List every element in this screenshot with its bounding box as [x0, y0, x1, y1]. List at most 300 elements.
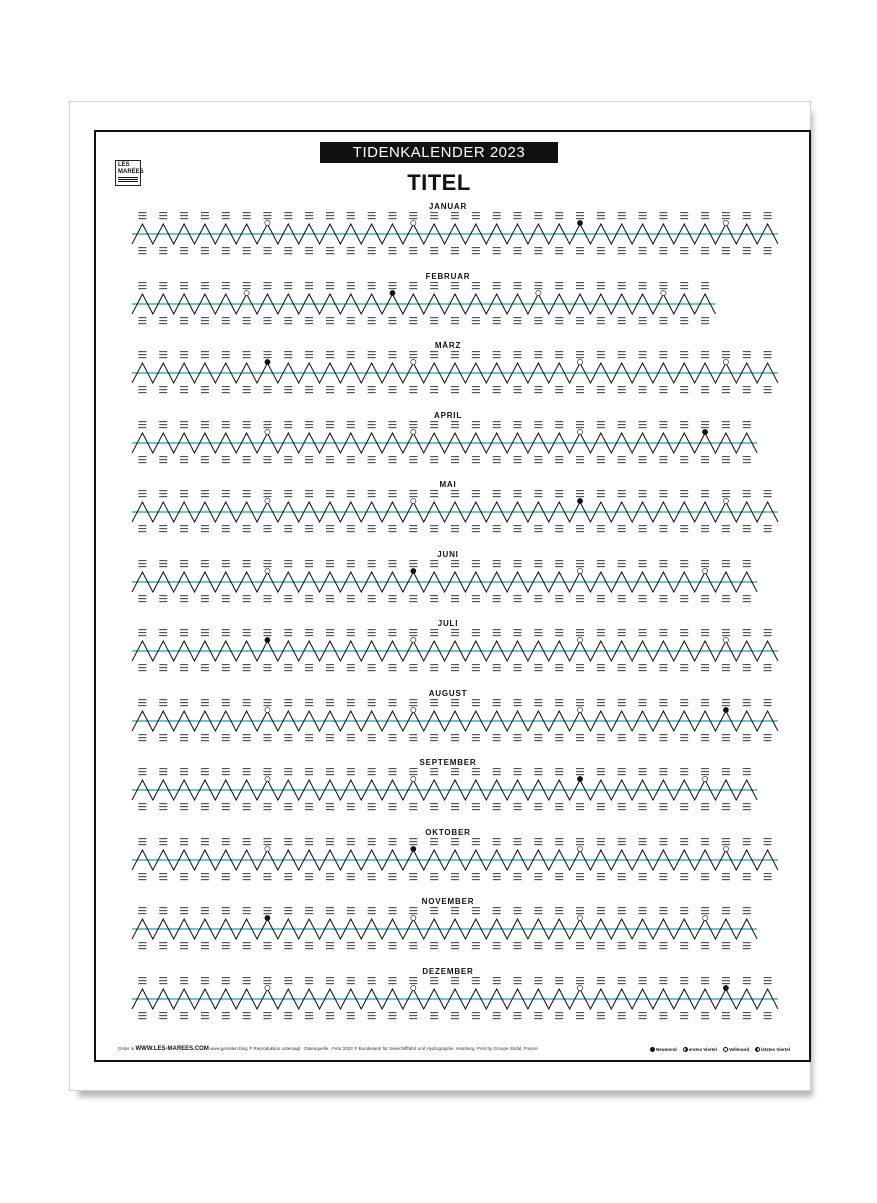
high-tide-text: [764, 838, 772, 839]
month-block: [110, 758, 786, 824]
moon-phase-icon: [723, 707, 728, 712]
tide-chart: [110, 550, 786, 616]
high-tide-text: [159, 490, 167, 491]
low-tide-text: [514, 598, 522, 599]
low-tide-text: [347, 601, 355, 602]
high-tide-text: [284, 705, 292, 706]
high-tide-text: [472, 907, 480, 908]
high-tide-text: [514, 838, 522, 839]
low-tide-text: [263, 462, 271, 463]
low-tide-text: [659, 392, 667, 393]
low-tide-text: [576, 945, 584, 946]
low-tide-text: [201, 1018, 209, 1019]
low-tide-text: [368, 317, 376, 318]
high-tide-text: [451, 983, 459, 984]
high-tide-text: [368, 635, 376, 636]
low-tide-text: [201, 253, 209, 254]
high-tide-text: [368, 841, 376, 842]
high-tide-text: [618, 354, 626, 355]
high-tide-text: [159, 218, 167, 219]
high-tide-text: [659, 632, 667, 633]
high-tide-text: [222, 288, 230, 289]
low-tide-text: [597, 389, 605, 390]
high-tide-text: [368, 844, 376, 845]
low-tide-text: [659, 734, 667, 735]
high-tide-text: [472, 288, 480, 289]
low-tide-text: [409, 809, 417, 810]
low-tide-text: [305, 876, 313, 877]
low-tide-text: [618, 392, 626, 393]
high-tide-text: [639, 215, 647, 216]
low-tide-text: [472, 247, 480, 248]
low-tide-text: [159, 392, 167, 393]
high-tide-text: [639, 771, 647, 772]
high-tide-text: [409, 218, 417, 219]
low-tide-text: [534, 389, 542, 390]
low-tide-text: [368, 806, 376, 807]
month-name: DEZEMBER: [422, 966, 474, 976]
low-tide-text: [659, 803, 667, 804]
high-tide-text: [347, 699, 355, 700]
high-tide-text: [472, 215, 480, 216]
high-tide-text: [388, 913, 396, 914]
low-tide-text: [701, 247, 709, 248]
low-tide-text: [222, 525, 230, 526]
low-tide-text: [409, 876, 417, 877]
high-tide-text: [597, 771, 605, 772]
low-tide-text: [576, 879, 584, 880]
high-tide-text: [639, 980, 647, 981]
low-tide-text: [722, 737, 730, 738]
high-tide-text: [409, 629, 417, 630]
high-tide-text: [368, 983, 376, 984]
high-tide-text: [430, 844, 438, 845]
low-tide-text: [201, 323, 209, 324]
high-tide-text: [555, 354, 563, 355]
tide-chart: [110, 411, 786, 477]
low-tide-text: [618, 734, 626, 735]
low-tide-text: [764, 1015, 772, 1016]
high-tide-text: [347, 496, 355, 497]
high-tide-text: [409, 490, 417, 491]
low-tide-text: [368, 948, 376, 949]
high-tide-text: [743, 705, 751, 706]
low-tide-text: [243, 459, 251, 460]
high-tide-text: [222, 774, 230, 775]
high-tide-text: [347, 427, 355, 428]
high-tide-text: [284, 699, 292, 700]
high-tide-text: [555, 844, 563, 845]
high-tide-text: [701, 563, 709, 564]
high-tide-text: [305, 288, 313, 289]
low-tide-text: [138, 670, 146, 671]
high-tide-text: [409, 357, 417, 358]
high-tide-text: [388, 424, 396, 425]
low-tide-text: [243, 667, 251, 668]
high-tide-text: [409, 288, 417, 289]
low-tide-text: [701, 601, 709, 602]
high-tide-text: [180, 566, 188, 567]
low-tide-text: [347, 873, 355, 874]
moon-phase-icon: [411, 776, 416, 781]
high-tide-text: [493, 493, 501, 494]
low-tide-text: [722, 528, 730, 529]
month-block: [110, 341, 786, 407]
low-tide-text: [680, 595, 688, 596]
low-tide-text: [347, 803, 355, 804]
low-tide-text: [347, 462, 355, 463]
low-tide-text: [284, 459, 292, 460]
high-tide-text: [138, 351, 146, 352]
high-tide-text: [180, 421, 188, 422]
low-tide-text: [639, 1018, 647, 1019]
high-tide-text: [639, 351, 647, 352]
month-name: JULI: [437, 619, 459, 628]
high-tide-text: [180, 774, 188, 775]
high-tide-text: [451, 705, 459, 706]
low-tide-text: [534, 803, 542, 804]
high-tide-text: [368, 218, 376, 219]
low-tide-text: [743, 392, 751, 393]
low-tide-text: [201, 737, 209, 738]
low-tide-text: [430, 323, 438, 324]
low-tide-text: [514, 803, 522, 804]
low-tide-text: [701, 806, 709, 807]
moon-phase-icon: [577, 429, 582, 434]
high-tide-text: [326, 629, 334, 630]
high-tide-text: [284, 983, 292, 984]
high-tide-text: [576, 913, 584, 914]
high-tide-text: [555, 357, 563, 358]
footer-website[interactable]: WWW.LES-MAREES.COM: [135, 1046, 209, 1052]
high-tide-text: [409, 913, 417, 914]
low-tide-text: [347, 317, 355, 318]
low-tide-text: [430, 737, 438, 738]
high-tide-text: [701, 983, 709, 984]
low-tide-text: [764, 670, 772, 671]
high-tide-text: [138, 977, 146, 978]
high-tide-text: [430, 282, 438, 283]
high-tide-text: [701, 699, 709, 700]
low-tide-text: [743, 803, 751, 804]
low-tide-text: [722, 942, 730, 943]
high-tide-text: [243, 563, 251, 564]
high-tide-text: [201, 354, 209, 355]
low-tide-text: [326, 873, 334, 874]
low-tide-text: [576, 250, 584, 251]
high-tide-text: [222, 977, 230, 978]
high-tide-text: [659, 218, 667, 219]
high-tide-text: [576, 768, 584, 769]
low-tide-text: [514, 462, 522, 463]
high-tide-text: [618, 635, 626, 636]
high-tide-text: [764, 983, 772, 984]
low-tide-text: [680, 247, 688, 248]
high-tide-text: [534, 838, 542, 839]
high-tide-text: [347, 910, 355, 911]
low-tide-text: [326, 392, 334, 393]
low-tide-text: [409, 392, 417, 393]
high-tide-text: [430, 768, 438, 769]
low-tide-text: [451, 734, 459, 735]
high-tide-text: [284, 977, 292, 978]
high-tide-text: [180, 699, 188, 700]
low-tide-text: [659, 531, 667, 532]
high-tide-text: [180, 841, 188, 842]
high-tide-text: [534, 705, 542, 706]
low-tide-text: [576, 459, 584, 460]
moon-phase-icon: [265, 985, 270, 990]
low-tide-text: [347, 389, 355, 390]
low-tide-text: [743, 667, 751, 668]
high-tide-text: [659, 844, 667, 845]
moon-phase-icon: [265, 846, 270, 851]
low-tide-text: [243, 456, 251, 457]
high-tide-text: [263, 983, 271, 984]
high-tide-text: [263, 357, 271, 358]
low-tide-text: [514, 670, 522, 671]
low-tide-text: [284, 873, 292, 874]
low-tide-text: [201, 456, 209, 457]
high-tide-text: [472, 635, 480, 636]
high-tide-text: [597, 288, 605, 289]
low-tide-text: [388, 598, 396, 599]
high-tide-text: [243, 490, 251, 491]
high-tide-text: [180, 493, 188, 494]
high-tide-text: [659, 354, 667, 355]
high-tide-text: [764, 354, 772, 355]
high-tide-text: [430, 354, 438, 355]
low-tide-text: [555, 320, 563, 321]
high-tide-text: [138, 354, 146, 355]
high-tide-text: [138, 980, 146, 981]
high-tide-text: [639, 977, 647, 978]
high-tide-text: [743, 768, 751, 769]
high-tide-text: [159, 774, 167, 775]
low-tide-text: [180, 528, 188, 529]
high-tide-text: [659, 496, 667, 497]
high-tide-text: [222, 282, 230, 283]
high-tide-text: [680, 351, 688, 352]
low-tide-text: [659, 740, 667, 741]
high-tide-text: [388, 699, 396, 700]
low-tide-text: [534, 595, 542, 596]
low-tide-text: [326, 253, 334, 254]
high-tide-text: [472, 702, 480, 703]
high-tide-text: [680, 427, 688, 428]
low-tide-text: [284, 320, 292, 321]
high-tide-text: [305, 351, 313, 352]
high-tide-text: [263, 427, 271, 428]
high-tide-text: [659, 907, 667, 908]
moon-phase-icon: [723, 637, 728, 642]
low-tide-text: [409, 459, 417, 460]
low-tide-text: [243, 317, 251, 318]
low-tide-text: [138, 250, 146, 251]
high-tide-text: [368, 702, 376, 703]
low-tide-text: [451, 317, 459, 318]
high-tide-text: [472, 424, 480, 425]
low-tide-text: [222, 670, 230, 671]
high-tide-text: [639, 774, 647, 775]
low-tide-text: [659, 873, 667, 874]
low-tide-text: [451, 459, 459, 460]
low-tide-text: [409, 247, 417, 248]
low-tide-text: [430, 945, 438, 946]
low-tide-text: [347, 392, 355, 393]
high-tide-text: [534, 841, 542, 842]
low-tide-text: [722, 462, 730, 463]
high-tide-text: [347, 421, 355, 422]
high-tide-text: [388, 566, 396, 567]
low-tide-text: [680, 525, 688, 526]
low-tide-text: [659, 1012, 667, 1013]
low-tide-text: [472, 664, 480, 665]
low-tide-text: [701, 253, 709, 254]
high-tide-text: [534, 629, 542, 630]
high-tide-text: [388, 354, 396, 355]
high-tide-text: [159, 285, 167, 286]
low-tide-text: [201, 670, 209, 671]
low-tide-text: [472, 386, 480, 387]
low-tide-text: [472, 945, 480, 946]
low-tide-text: [534, 317, 542, 318]
high-tide-text: [368, 354, 376, 355]
high-tide-text: [764, 702, 772, 703]
low-tide-text: [493, 462, 501, 463]
high-tide-text: [368, 774, 376, 775]
low-tide-text: [263, 528, 271, 529]
high-tide-text: [639, 496, 647, 497]
high-tide-text: [159, 351, 167, 352]
high-tide-text: [326, 493, 334, 494]
low-tide-text: [388, 1018, 396, 1019]
low-tide-text: [388, 247, 396, 248]
high-tide-text: [764, 699, 772, 700]
high-tide-text: [639, 218, 647, 219]
moon-phase-icon: [661, 290, 666, 295]
low-tide-text: [597, 528, 605, 529]
low-tide-text: [451, 1018, 459, 1019]
high-tide-text: [201, 699, 209, 700]
high-tide-text: [430, 980, 438, 981]
high-tide-text: [347, 490, 355, 491]
low-tide-text: [659, 250, 667, 251]
high-tide-text: [576, 560, 584, 561]
low-tide-text: [534, 1015, 542, 1016]
low-tide-text: [493, 945, 501, 946]
high-tide-text: [618, 351, 626, 352]
high-tide-text: [368, 212, 376, 213]
high-tide-text: [618, 215, 626, 216]
high-tide-text: [430, 838, 438, 839]
low-tide-text: [243, 803, 251, 804]
low-tide-text: [430, 1015, 438, 1016]
high-tide-text: [722, 632, 730, 633]
low-tide-text: [534, 531, 542, 532]
high-tide-text: [597, 632, 605, 633]
high-tide-text: [639, 563, 647, 564]
low-tide-text: [493, 809, 501, 810]
low-tide-text: [597, 803, 605, 804]
low-tide-text: [701, 1015, 709, 1016]
low-tide-text: [618, 803, 626, 804]
high-tide-text: [305, 566, 313, 567]
high-tide-text: [388, 774, 396, 775]
high-tide-text: [347, 907, 355, 908]
low-tide-text: [388, 667, 396, 668]
high-tide-text: [701, 424, 709, 425]
high-tide-text: [764, 212, 772, 213]
low-tide-text: [159, 873, 167, 874]
high-tide-text: [680, 212, 688, 213]
high-tide-text: [514, 496, 522, 497]
high-tide-text: [680, 705, 688, 706]
low-tide-text: [659, 806, 667, 807]
low-tide-text: [222, 392, 230, 393]
low-tide-text: [138, 734, 146, 735]
low-tide-text: [472, 873, 480, 874]
high-tide-text: [534, 496, 542, 497]
low-tide-text: [576, 595, 584, 596]
high-tide-text: [263, 629, 271, 630]
low-tide-text: [618, 528, 626, 529]
low-tide-text: [618, 601, 626, 602]
high-tide-text: [430, 421, 438, 422]
low-tide-text: [222, 1015, 230, 1016]
low-tide-text: [409, 528, 417, 529]
low-tide-text: [576, 670, 584, 671]
moon-phase-icon: [723, 498, 728, 503]
high-tide-text: [618, 910, 626, 911]
high-tide-text: [472, 844, 480, 845]
high-tide-text: [222, 427, 230, 428]
high-tide-text: [659, 702, 667, 703]
low-tide-text: [451, 876, 459, 877]
month-name: NOVEMBER: [421, 897, 475, 906]
high-tide-text: [451, 844, 459, 845]
high-tide-text: [430, 566, 438, 567]
low-tide-text: [138, 595, 146, 596]
high-tide-text: [347, 980, 355, 981]
low-tide-text: [576, 601, 584, 602]
low-tide-text: [305, 601, 313, 602]
low-tide-text: [409, 389, 417, 390]
high-tide-text: [722, 218, 730, 219]
low-tide-text: [472, 392, 480, 393]
low-tide-text: [138, 386, 146, 387]
low-tide-text: [284, 528, 292, 529]
low-tide-text: [493, 389, 501, 390]
low-tide-text: [493, 528, 501, 529]
low-tide-text: [305, 528, 313, 529]
tide-chart: [110, 480, 786, 546]
high-tide-text: [597, 285, 605, 286]
high-tide-text: [222, 980, 230, 981]
low-tide-text: [222, 247, 230, 248]
high-tide-text: [430, 288, 438, 289]
high-tide-text: [138, 705, 146, 706]
moon-phase-icon: [265, 359, 270, 364]
high-tide-text: [201, 913, 209, 914]
low-tide-text: [138, 873, 146, 874]
low-tide-text: [305, 320, 313, 321]
low-tide-text: [597, 247, 605, 248]
low-tide-text: [555, 803, 563, 804]
high-tide-text: [680, 771, 688, 772]
low-tide-text: [347, 456, 355, 457]
moon-phase-icon: [577, 637, 582, 642]
